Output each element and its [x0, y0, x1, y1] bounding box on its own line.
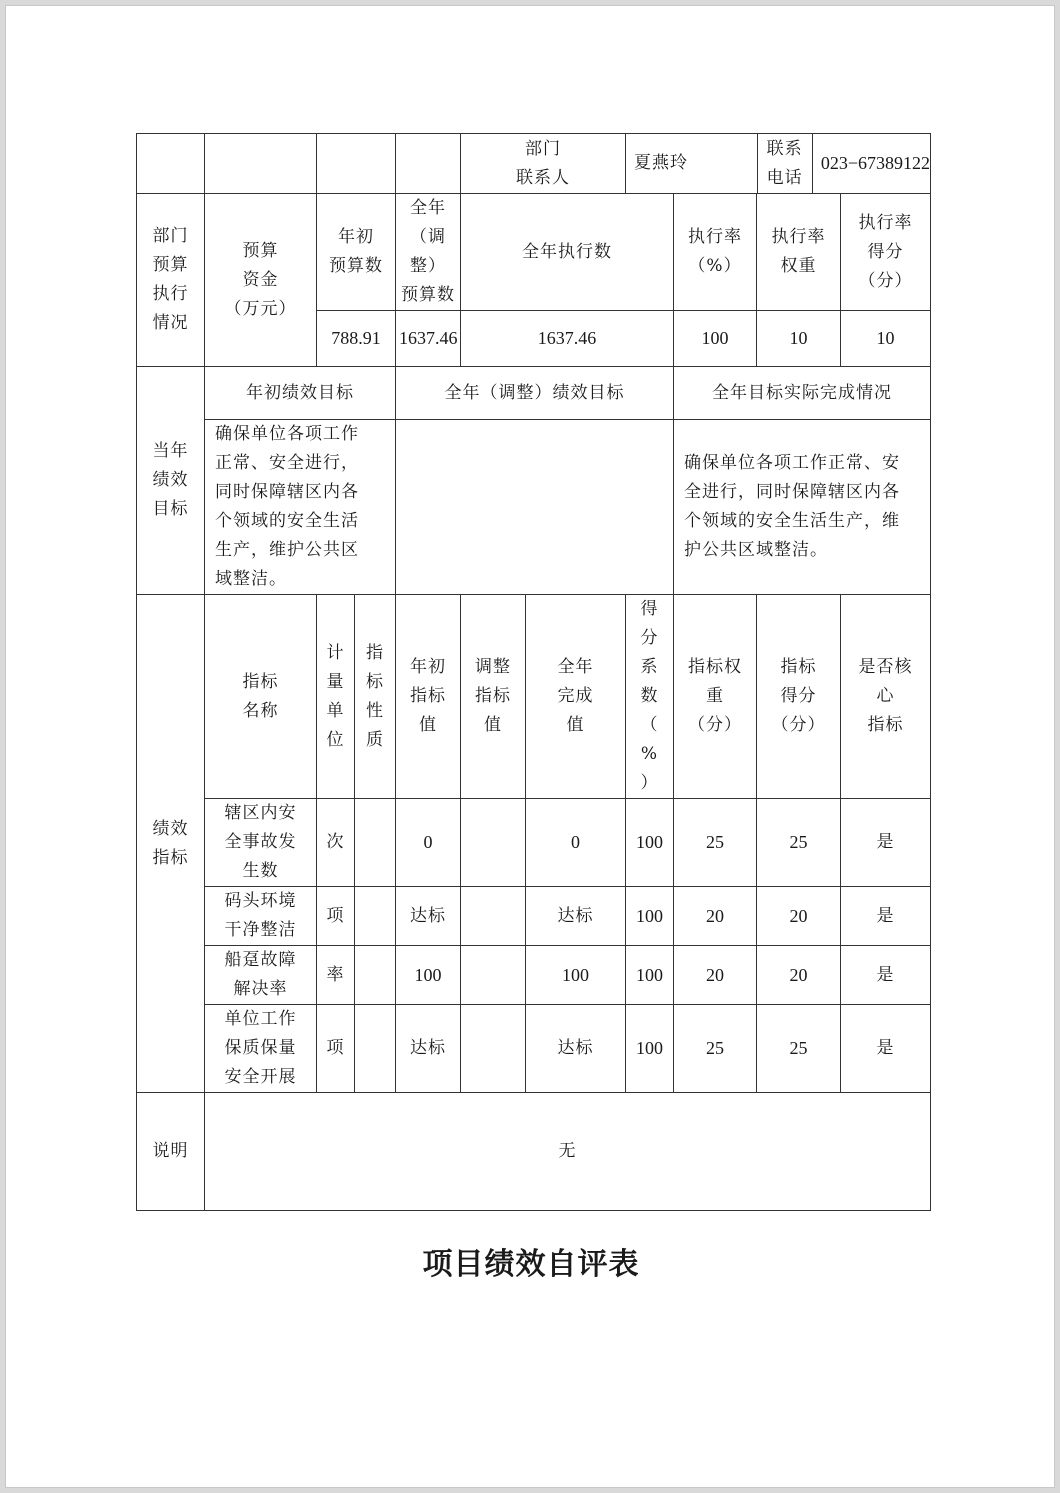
initial-indicator-header: 年初 指标 值 [396, 595, 461, 799]
rate-weight-value: 10 [757, 311, 841, 367]
indicators-header-row [137, 595, 931, 799]
initial-budget-header: 年初 预算数 [317, 194, 396, 311]
indicator-initial: 达标 [396, 1005, 461, 1093]
indicator-weight: 20 [674, 887, 757, 946]
indicator-nature [355, 946, 396, 1005]
indicator-core: 是 [841, 1005, 931, 1093]
indicator-coef: 100 [626, 799, 674, 887]
indicator-score: 25 [757, 1005, 841, 1093]
rate-header: 执行率 （%） [674, 194, 757, 311]
adjusted-goal-text [396, 420, 674, 595]
phone-number: 023−67389122 [820, 153, 930, 173]
indicator-coef: 100 [626, 887, 674, 946]
table-row [137, 1005, 931, 1093]
indicator-unit: 次 [317, 799, 355, 887]
contact-label: 部门 联系人 [461, 134, 626, 194]
indicator-complete: 0 [526, 799, 626, 887]
indicator-unit: 项 [317, 887, 355, 946]
blank-cell [317, 134, 396, 194]
indicator-adjusted [461, 799, 526, 887]
blank-cell [205, 134, 317, 194]
goals-content-row [137, 420, 931, 595]
indicator-name: 单位工作 保质保量 安全开展 [205, 1005, 317, 1093]
executed-value: 1637.46 [461, 311, 674, 367]
coef-header: 得 分 系 数 （ % ） [626, 595, 674, 799]
indicator-weight: 25 [674, 1005, 757, 1093]
page-title: 项目绩效自评表 [422, 1247, 640, 1282]
goals-section-label: 当年 绩效 目标 [137, 367, 205, 595]
contact-name-text: 夏燕玲 [634, 153, 688, 173]
indicator-complete: 100 [526, 946, 626, 1005]
indicator-coef: 100 [626, 1005, 674, 1093]
rate-score-value: 10 [841, 311, 931, 367]
indicator-initial: 100 [396, 946, 461, 1005]
budget-header-row [137, 194, 931, 311]
table-row [137, 887, 931, 946]
adjusted-budget-value: 1637.46 [396, 311, 461, 367]
indicator-nature [355, 799, 396, 887]
indicator-score: 20 [757, 946, 841, 1005]
indicator-weight: 25 [674, 799, 757, 887]
indicator-name: 码头环境 干净整洁 [205, 887, 317, 946]
actual-goal-header: 全年目标实际完成情况 [674, 367, 931, 420]
indicator-core: 是 [841, 946, 931, 1005]
performance-self-evaluation-table [136, 133, 931, 1211]
notes-row [137, 1093, 931, 1211]
indicator-unit: 项 [317, 1005, 355, 1093]
table-row [137, 799, 931, 887]
indicator-core: 是 [841, 799, 931, 887]
complete-value-header: 全年 完成 值 [526, 595, 626, 799]
actual-goal-text: 确保单位各项工作正常、安 全进行，同时保障辖区内各 个领域的安全生活生产，维 护公共区域整洁。 [674, 420, 931, 595]
budget-funds-label: 预算 资金 （万元） [205, 194, 317, 367]
indicator-core: 是 [841, 887, 931, 946]
indicator-nature [355, 887, 396, 946]
contact-row [137, 134, 931, 194]
unit-header: 计 量 单 位 [317, 595, 355, 799]
adjusted-indicator-header: 调整 指标 值 [461, 595, 526, 799]
phone-group [757, 134, 931, 194]
rate-score-header: 执行率 得分 （分） [841, 194, 931, 311]
rate-weight-header: 执行率 权重 [757, 194, 841, 311]
blank-cell [396, 134, 461, 194]
indicator-complete: 达标 [526, 887, 626, 946]
rate-value: 100 [674, 311, 757, 367]
indicator-nature [355, 1005, 396, 1093]
goals-header-row [137, 367, 931, 420]
indicator-score: 20 [757, 887, 841, 946]
initial-goal-text: 确保单位各项工作 正常、安全进行， 同时保障辖区内各 个领域的安全生活 生产，维护公共区 域整洁。 [205, 420, 396, 595]
notes-text: 无 [205, 1093, 931, 1211]
indicator-weight: 20 [674, 946, 757, 1005]
indicator-name: 船趸故障 解决率 [205, 946, 317, 1005]
indicator-initial: 达标 [396, 887, 461, 946]
indicator-score-header: 指标 得分 （分） [757, 595, 841, 799]
indicator-adjusted [461, 946, 526, 1005]
indicator-coef: 100 [626, 946, 674, 1005]
phone-label: 联系 电话 [757, 134, 813, 193]
table-row [137, 946, 931, 1005]
nature-header: 指 标 性 质 [355, 595, 396, 799]
initial-goal-header: 年初绩效目标 [205, 367, 396, 420]
initial-budget-value: 788.91 [317, 311, 396, 367]
blank-cell [137, 134, 205, 194]
indicator-complete: 达标 [526, 1005, 626, 1093]
notes-label: 说明 [137, 1093, 205, 1211]
budget-section-label: 部门 预算 执行 情况 [137, 194, 205, 367]
indicator-adjusted [461, 1005, 526, 1093]
indicator-unit: 率 [317, 946, 355, 1005]
phone-wrapper [757, 134, 931, 193]
indicator-name: 辖区内安 全事故发 生数 [205, 799, 317, 887]
document-page [5, 5, 1055, 1488]
adjusted-budget-header: 全年（调 整） 预算数 [396, 194, 461, 311]
contact-name [626, 134, 757, 194]
executed-header: 全年执行数 [461, 194, 674, 311]
core-indicator-header: 是否核 心 指标 [841, 595, 931, 799]
indicator-weight-header: 指标权 重 （分） [674, 595, 757, 799]
adjusted-goal-header: 全年（调整）绩效目标 [396, 367, 674, 420]
indicator-name-header: 指标 名称 [205, 595, 317, 799]
indicators-section-label: 绩效 指标 [137, 595, 205, 1093]
indicator-initial: 0 [396, 799, 461, 887]
indicator-adjusted [461, 887, 526, 946]
indicator-score: 25 [757, 799, 841, 887]
